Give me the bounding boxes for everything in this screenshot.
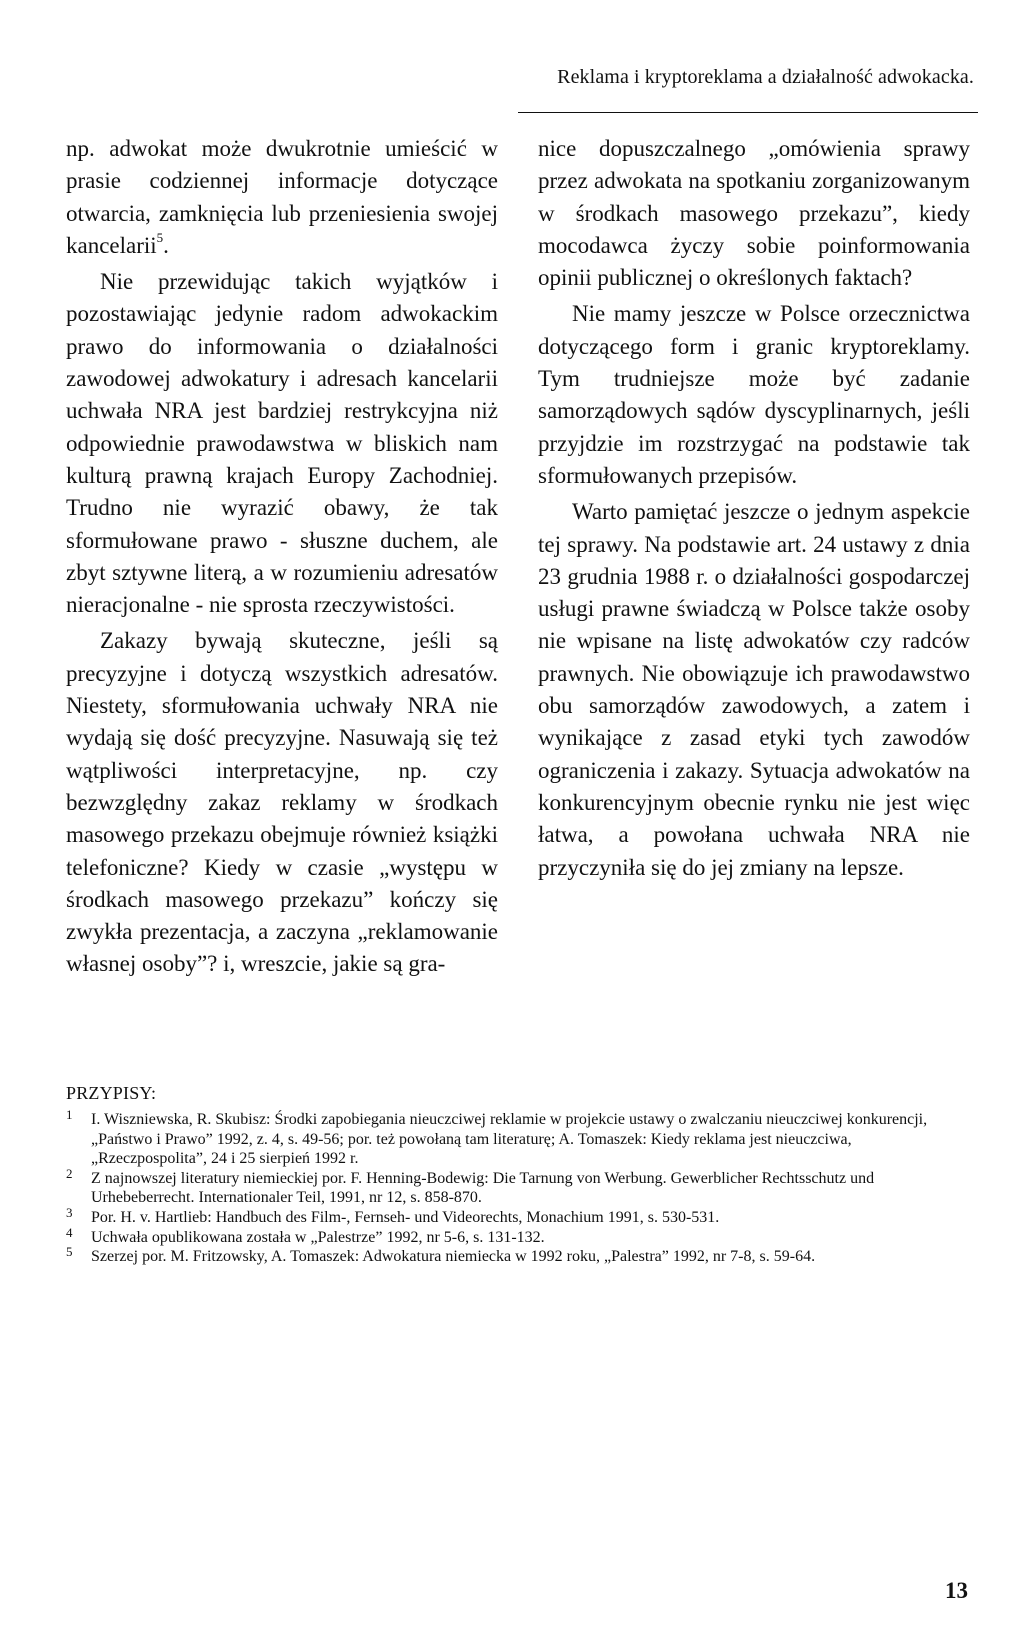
footnote-mark: 2: [66, 1165, 73, 1181]
left-column: [66, 133, 498, 981]
footnote-3: [66, 1204, 971, 1228]
paragraph-text: np. adwokat może dwukrotnie umieścić w prasie codziennej informacje dotyczące otwarcia, zamknięcia lub przeniesienia swojej kancelarii: [66, 136, 498, 258]
footnote-1: [66, 1107, 971, 1169]
right-column: [538, 133, 970, 884]
footnote-reference: 5: [156, 230, 164, 246]
running-header: Reklama i kryptoreklama a działalność adwokacka.: [557, 66, 974, 88]
left-paragraph-2: Nie przewidując takich wyjątków i pozostawiając jedynie radom adwokackim prawo do informowania o działalności zawodowej adwokatury i adresach kancelarii uchwała NRA jest bardziej restrykcyjna niż odpowiednie prawodawstwa w bliskich nam kulturą prawną krajach Europy Zachodniej. Trudno nie wyrazić obawy, że tak sformułowane prawo - słuszne duchem, ale zbyt sztywne literą, a w rozumieniu adresatów nieracjonalne - nie sprosta rzeczywistości.: [66, 269, 498, 618]
page-number: 13: [945, 1578, 968, 1603]
footnote-text: Uchwała opublikowana została w „Palestrze” 1992, nr 5-6, s. 131-132.: [91, 1228, 545, 1246]
footnote-text: Por. H. v. Hartlieb: Handbuch des Film-, Fernseh- und Videorechts, Monachium 1991, s. 530-531.: [91, 1208, 720, 1226]
left-paragraph-1: [66, 133, 498, 262]
footnote-2: [66, 1165, 971, 1208]
footnote-mark: 3: [66, 1204, 73, 1220]
footnote-mark: 5: [66, 1244, 73, 1260]
footnote-text: Szerzej por. M. Fritzowsky, A. Tomaszek: Adwokatura niemiecka w 1992 roku, „Palestra” 1992, nr 7-8, s. 59-64.: [91, 1248, 816, 1266]
footnote-mark: 1: [66, 1107, 73, 1122]
footnote-4: [66, 1224, 971, 1248]
right-paragraph-2: Nie mamy jeszcze w Polsce orzecznictwa dotyczącego form i granic kryptoreklamy. Tym trudniejsze może być zadanie samorządowych sądów dyscyplinarnych, jeśli przyjdzie im rozstrzygać na podstawie tak sformułowanych przepisów.: [538, 301, 970, 488]
footnote-5: [66, 1244, 971, 1267]
right-paragraph-1: nice dopuszczalnego „omówienia sprawy przez adwokata na spotkaniu zorganizowanym w środkach masowego przekazu”, kiedy mocodawca życzy sobie poinformowania opinii publicznej o określonych faktach?: [538, 136, 970, 291]
right-paragraph-3: Warto pamiętać jeszcze o jednym aspekcie tej sprawy. Na podstawie art. 24 ustawy z dnia 23 grudnia 1988 r. o działalności gospodarczej usługi prawne świadczą w Polsce także osoby nie wpisane na listę adwokatów czy radców prawnych. Nie obowiązuje ich prawodawstwo obu samorządów zawodowych, a zatem i wynikające z zasad etyki tych zawodów ograniczenia i zakazy. Sytuacja adwokatów na konkurencyjnym obecnie rynku nie jest więc łatwa, a powołana uchwała NRA nie przyczyniła się do jej zmiany na lepsze.: [538, 499, 970, 880]
paragraph-tail: .: [163, 232, 169, 258]
footnote-text: I. Wiszniewska, R. Skubisz: Środki zapobiegania nieuczciwej reklamie w projekcie ustawy o zwalczaniu nieuczciwej konkurencji, „Państwo i Prawo” 1992, z. 4, s. 49-56; por. też powołaną tam literaturę; A. Tomaszek: Kiedy reklama jest nieuczciwa, „Rzeczpospolita”, 24 i 25 sierpień 1992 r.: [91, 1111, 928, 1168]
left-paragraph-3: Zakazy bywają skuteczne, jeśli są precyzyjne i dotyczą wszystkich adresatów. Niestety, sformułowania uchwały NRA nie wydają się dość precyzyjne. Nasuwają się też wątpliwości interpretacyjne, np. czy bezwzględny zakaz reklamy w środkach masowego przekazu obejmuje również książki telefoniczne? Kiedy w czasie „występu w środkach masowego przekazu” kończy się zwykła prezentacja, a zaczyna „reklamowanie własnej osoby”? i, wreszcie, jakie są gra-: [66, 628, 498, 977]
footnote-mark: 4: [66, 1224, 73, 1240]
footnotes-title: PRZYPISY:: [66, 1083, 157, 1103]
header-rule: [518, 112, 978, 113]
footnote-text: Z najnowszej literatury niemieckiej por. F. Henning-Bodewig: Die Tarnung von Werbung. Gewerblicher Rechtsschutz und Urhebeberrecht. Internationaler Teil, 1991, nr 12, s. 858-870.: [91, 1169, 875, 1207]
footnotes: [66, 1107, 971, 1267]
